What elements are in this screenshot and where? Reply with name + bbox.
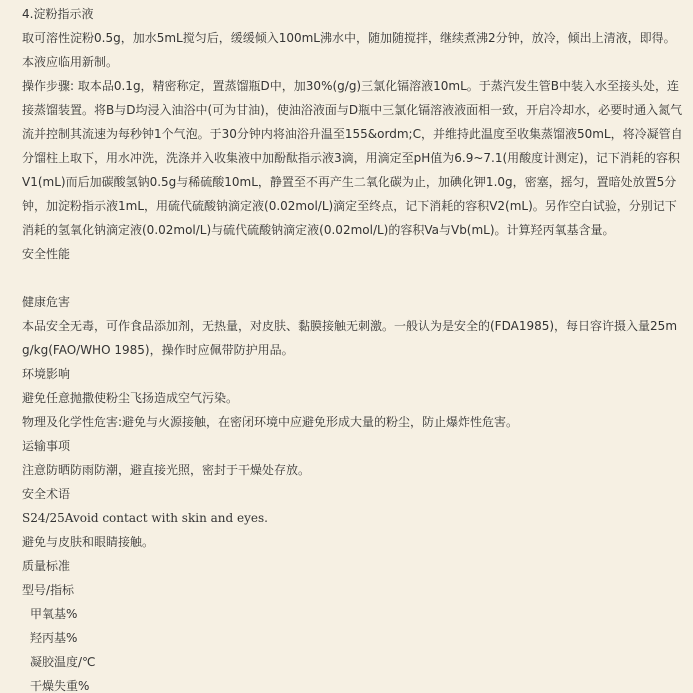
- safety-terms-english: S24/25Avoid contact with skin and eyes.: [22, 511, 268, 525]
- physchem-paragraph: 物理及化学性危害:避免与火源接触，在密闭环境中应避免形成大量的粉尘，防止爆炸性危害。: [22, 415, 519, 429]
- transport-title: 运输事项: [22, 439, 71, 453]
- env-title: 环境影响: [22, 367, 71, 381]
- blank-line: [22, 266, 685, 290]
- quality-item: 干燥失重%: [30, 679, 90, 693]
- model-label: 型号/指标: [22, 583, 75, 597]
- env-paragraph: 避免任意抛撒使粉尘飞扬造成空气污染。: [22, 391, 239, 405]
- transport-paragraph: 注意防晒防雨防潮，避直接光照，密封于干燥处存放。: [22, 463, 311, 477]
- quality-item: 羟丙基%: [30, 631, 78, 645]
- quality-item: 凝胶温度/℃: [30, 655, 96, 669]
- quality-title: 质量标准: [22, 559, 71, 573]
- safety-title: 安全性能: [22, 247, 71, 261]
- section-title: 4.淀粉指示液: [22, 7, 94, 21]
- safety-terms-chinese: 避免与皮肤和眼睛接触。: [22, 535, 155, 549]
- safety-terms-title: 安全术语: [22, 487, 71, 501]
- health-title: 健康危害: [22, 295, 71, 309]
- intro-paragraph: 取可溶性淀粉0.5g，加水5mL搅匀后，缓缓倾入100mL沸水中，随加随搅拌，继续煮沸2分钟，放冷，倾出上清液，即得。本液应临用新制。: [22, 31, 676, 69]
- quality-item: 甲氧基%: [30, 607, 78, 621]
- procedure-paragraph: 操作步骤: 取本品0.1g，精密称定，置蒸馏瓶D中，加30%(g/g)三氯化镉溶液10mL。于蒸汽发生管B中装入水至接头处，连接蒸馏装置。将B与D均浸入油浴中(可为甘油)，使油浴液面与D瓶中三氯化镉溶液液面相一致，开启冷却水，必要时通入氮气流并控制其流速为每秒钟1个气泡。于30分钟内将油浴升温至155&ordm;C，并维持此温度至收集蒸馏液50mL，将冷凝管自分馏柱上取下，用水冲洗，洗涤并入收集液中加酚酞指示液3滴，用滴定至pH值为6.9~7.1(用酸度计测定)，记下消耗的容积V1(mL)而后加碳酸氢钠0.5g与稀硫酸10mL，静置至不再产生二氧化碳为止，加碘化钾1.0g，密塞，摇匀，置暗处放置5分钟，加淀粉指示液1mL，用硫代硫酸钠滴定液(0.02mol/L)滴定至终点，记下消耗的容积V2(mL)。另作空白试验，分别记下消耗的氢氧化钠滴定液(0.02mol/L)与硫代硫酸钠滴定液(0.02mol/L)的容积Va与Vb(mL)。计算羟丙氧基含量。: [22, 79, 683, 237]
- health-paragraph: 本品安全无毒，可作食品添加剂，无热量，对皮肤、黏膜接触无刺激。一般认为是安全的(FDA1985)，每日容许摄入量25mg/kg(FAO/WHO 1985)，操作时应佩带防护用品。: [22, 319, 678, 357]
